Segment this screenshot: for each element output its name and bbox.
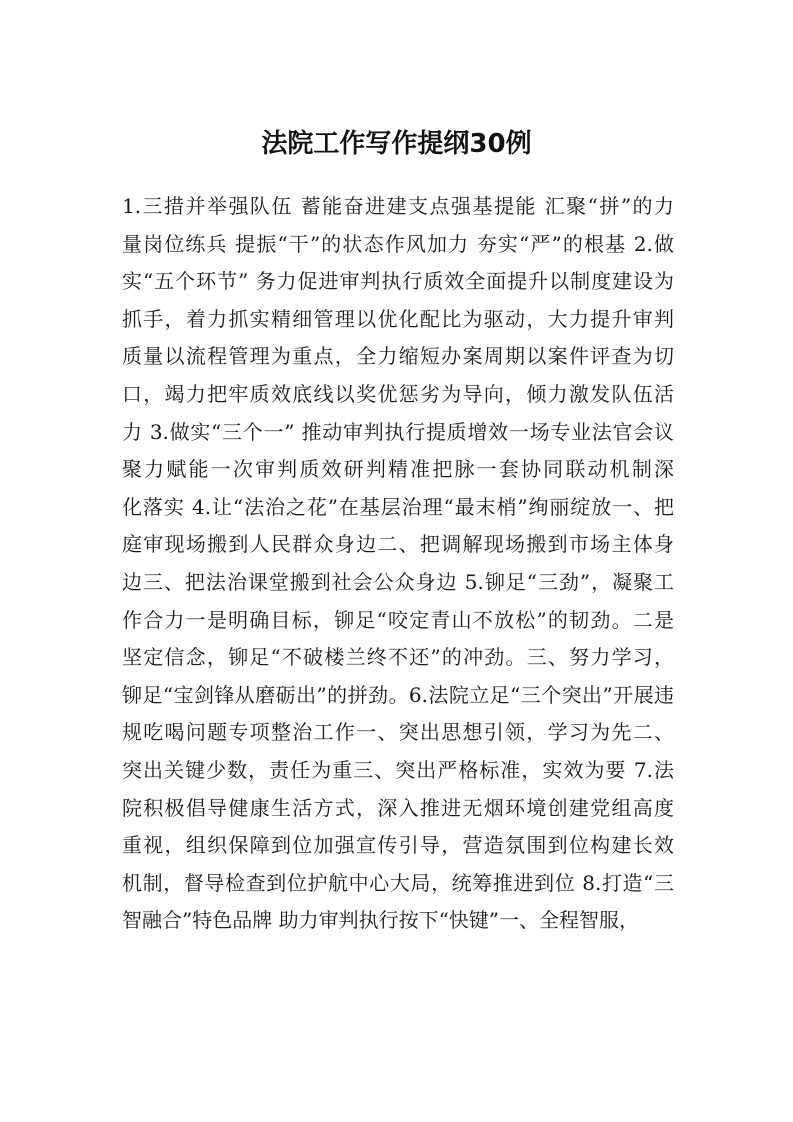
body-line: 聚力赋能一次审判质效研判精准把脉一套协同联动机制深 (122, 457, 674, 482)
body-line: 化落实 4.让“法治之花”在基层治理“最末梢”绚丽绽放一、把 (122, 494, 674, 519)
body-line: 抓手，着力抓实精细管理以优化配比为驱动，大力提升审判 (122, 306, 674, 331)
body-line: 1.三措并举强队伍 蓄能奋进建支点强基提能 汇聚“拼”的力 (122, 194, 674, 218)
document-title: 法院工作写作提纲30例 (261, 129, 532, 159)
document-body (122, 188, 674, 940)
body-line: 边三、把法治课堂搬到社会公众身边 5.铆足“三劲”，凝聚工 (122, 569, 674, 594)
body-line: 力 3.做实“三个一” 推动审判执行提质增效一场专业法官会议 (122, 419, 674, 444)
body-line: 坚定信念，铆足“不破楼兰终不还”的冲劲。三、努力学习， (122, 645, 674, 670)
body-line: 量岗位练兵 提振“干”的状态作风加力 夯实“严”的根基 2.做 (122, 231, 674, 256)
body-line: 重视，组织保障到位加强宣传引导，营造氛围到位构建长效 (122, 833, 674, 858)
body-line: 突出关键少数，责任为重三、突出严格标准，实效为要 7.法 (122, 757, 674, 782)
body-line: 机制，督导检查到位护航中心大局，统筹推进到位 8.打造“三 (122, 870, 674, 895)
body-line: 铆足“宝剑锋从磨砺出”的拼劲。6.法院立足“三个突出”开展违 (122, 682, 674, 707)
body-line: 质量以流程管理为重点，全力缩短办案周期以案件评查为切 (122, 344, 674, 369)
body-line: 智融合”特色品牌 助力审判执行按下“快键”一、全程智服， (122, 908, 640, 933)
body-line: 作合力一是明确目标，铆足“咬定青山不放松”的韧劲。二是 (122, 607, 674, 632)
body-line: 规吃喝问题专项整治工作一、突出思想引领，学习为先二、 (122, 720, 674, 745)
body-line: 口，竭力把牢质效底线以奖优惩劣为导向，倾力激发队伍活 (122, 381, 674, 406)
body-line: 实“五个环节” 务力促进审判执行质效全面提升以制度建设为 (122, 269, 674, 294)
body-line: 庭审现场搬到人民群众身边二、把调解现场搬到市场主体身 (122, 532, 674, 557)
body-line: 院积极倡导健康生活方式，深入推进无烟环境创建党组高度 (122, 795, 674, 820)
